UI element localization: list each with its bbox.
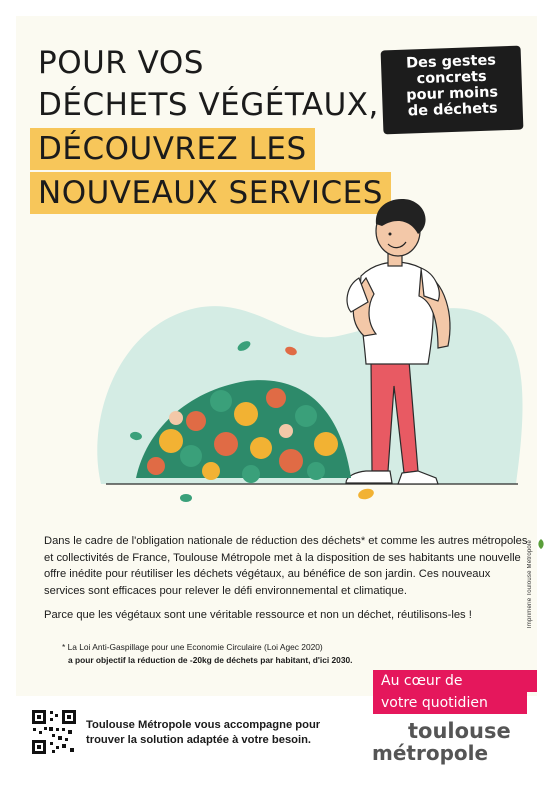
- qr-code-icon[interactable]: [30, 708, 78, 756]
- slogan-badge: [381, 46, 524, 135]
- poster-frame: [16, 16, 537, 696]
- body-paragraph-2: Parce que les végétaux sont une véritable ressource et non un déchet, réutilisons-les !: [44, 609, 472, 621]
- tagline-line-1: Au cœur de: [373, 670, 537, 692]
- badge-line-4: de déchets: [407, 100, 498, 120]
- footnote-line-2: a pour objectif la réduction de -20kg de déchets par habitant, d'ici 2030.: [68, 655, 353, 665]
- headline-line-1: POUR VOS: [38, 45, 204, 81]
- tagline-line-2: votre quotidien: [373, 692, 527, 714]
- toulouse-metropole-logo: [372, 720, 511, 764]
- body-text: [44, 533, 530, 624]
- headline-line-2: DÉCHETS VÉGÉTAUX,: [38, 87, 379, 123]
- logo-word-2: métropole: [372, 741, 489, 765]
- headline-highlight-2: NOUVEAUX SERVICES: [30, 172, 391, 214]
- footnote: [62, 641, 392, 667]
- support-text: Toulouse Métropole vous accompagne pour trouver la solution adaptée à votre besoin.: [86, 719, 321, 746]
- badge-line-3: pour moins: [405, 84, 499, 104]
- illustration-man-with-leaf-pile: [76, 186, 526, 526]
- tagline: [373, 670, 537, 714]
- headline-highlight-1: DÉCOUVREZ LES: [30, 128, 315, 170]
- body-paragraph-1: Dans le cadre de l'obligation nationale de réduction des déchets* et comme les autres métropoles et collectivités de France, Toulouse Métropole met à la disposition de ses habitants une nouvelle offre inédite pour réutiliser les déchets végétaux, au bénéfice de son jardin. Ces nouveaux services sont efficaces pour relever le défi environnemental et climatique.: [44, 535, 528, 597]
- printer-credit: Imprimerie Toulouse Métropole: [527, 540, 533, 629]
- leaf-icon: [537, 538, 545, 550]
- footnote-line-1: * La Loi Anti-Gaspillage pour une Economie Circulaire (Loi Agec 2020): [62, 642, 323, 652]
- badge-line-1: Des gestes: [405, 52, 497, 72]
- badge-line-2: concrets: [416, 68, 487, 88]
- logo-word-1: toulouse: [408, 719, 511, 743]
